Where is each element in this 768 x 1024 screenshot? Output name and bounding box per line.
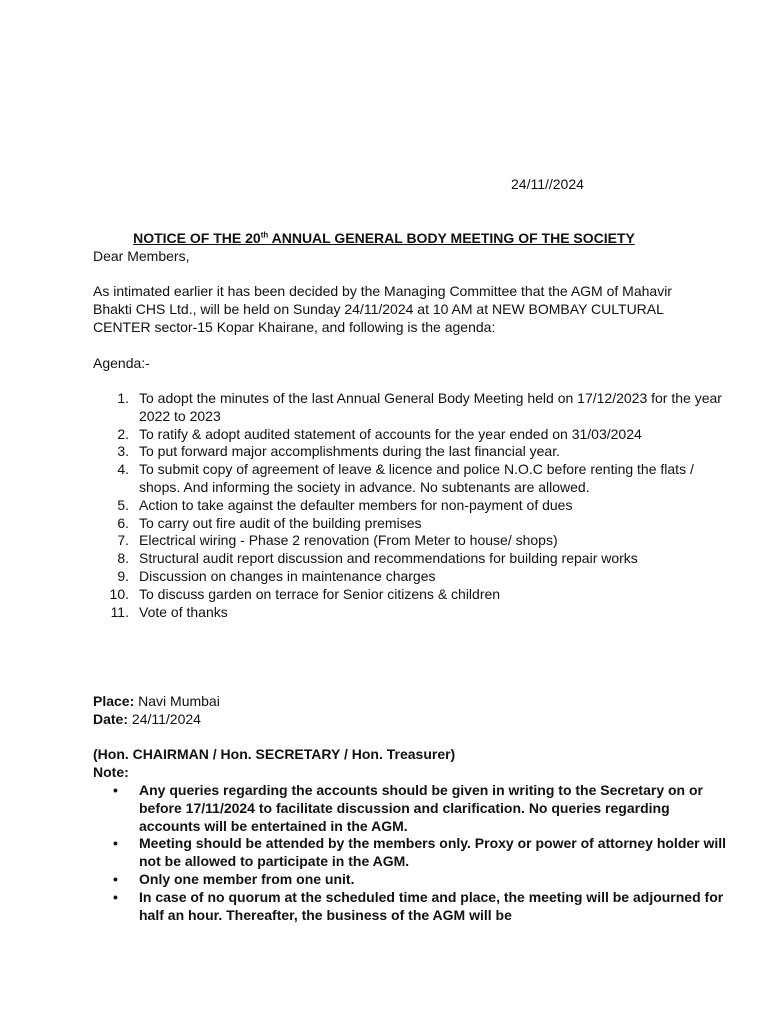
agenda-item-number: 10. — [109, 585, 129, 602]
agenda-item-text: To ratify & adopt audited statement of accounts for the year ended on 31/03/2024 — [139, 425, 642, 442]
agenda-item-number: 3. — [117, 443, 129, 460]
note-text: In case of no quorum at the scheduled time and place, the meeting will be adjourned for half an hour. Thereafter, the business of the AGM will be — [139, 888, 724, 923]
bullet-icon: • — [113, 782, 118, 798]
agenda-item-text: To discuss garden on terrace for Senior citizens & children — [139, 585, 501, 602]
agenda-item — [117, 461, 729, 497]
agenda-item — [117, 532, 729, 550]
agenda-item — [117, 550, 729, 568]
title-superscript: th — [260, 230, 269, 240]
greeting: Dear Members, — [93, 248, 190, 264]
agenda-item-number: 8. — [117, 550, 129, 567]
agenda-item-text: To submit copy of agreement of leave & licence and police N.O.C before renting the flats / shops. And informing the society in advance. No subtenants are allowed. — [139, 461, 694, 495]
bullet-icon: • — [113, 870, 118, 887]
agenda-item-text: Vote of thanks — [139, 603, 228, 620]
date-label: Date: — [93, 711, 129, 727]
title-suffix: ANNUAL GENERAL BODY MEETING OF THE SOCIETY — [268, 230, 635, 246]
agenda-item — [117, 496, 729, 515]
intro-paragraph: As intimated earlier it has been decided by the Managing Committee that the AGM of Mahavir Bhakti CHS Ltd., will be held on Sunday 24/11/2024 at 10 AM at NEW BOMBAY CULTURAL CENTER sector-15 Kopar Khairane, and following is the agenda: — [93, 283, 672, 335]
agenda-item-text: To adopt the minutes of the last Annual General Body Meeting held on 17/12/2023 for the year 2022 to 2023 — [139, 390, 722, 424]
notice-date: 24/11//2024 — [511, 176, 584, 192]
agenda-item-number: 9. — [117, 567, 129, 584]
agenda-item-text: Discussion on changes in maintenance charges — [139, 567, 436, 584]
place-value: Navi Mumbai — [134, 693, 220, 709]
agenda-item — [117, 514, 729, 533]
notice-title — [0, 230, 768, 248]
agenda-item-number: 2. — [117, 425, 129, 442]
agenda-item-text: Electrical wiring - Phase 2 renovation (From Meter to house/ shops) — [139, 532, 558, 549]
agenda-item-text: To carry out fire audit of the building premises — [139, 514, 422, 531]
agenda-item-text: Structural audit report discussion and recommendations for building repair works — [139, 550, 638, 567]
agenda-item — [110, 603, 729, 622]
agenda-item-number: 6. — [117, 514, 129, 531]
agenda-item — [117, 425, 729, 444]
agenda-item — [109, 585, 729, 604]
agenda-item-number: 11. — [110, 603, 129, 620]
note-text: Any queries regarding the accounts should be given in writing to the Secretary on or before 17/11/2024 to facilitate discussion and clarification. No queries regarding accounts will be entertained in the AGM. — [139, 782, 703, 834]
place-line — [93, 693, 693, 711]
date-line — [93, 711, 693, 729]
bullet-icon: • — [113, 835, 118, 852]
note-item — [113, 870, 729, 889]
bullet-icon: • — [113, 888, 118, 905]
notes-list — [93, 782, 729, 924]
signatories: (Hon. CHAIRMAN / Hon. SECRETARY / Hon. Treasurer) — [93, 746, 456, 762]
agenda-item-number: 5. — [117, 496, 129, 513]
agenda-item-text: Action to take against the defaulter members for non-payment of dues — [139, 496, 573, 513]
date-value: 24/11/2024 — [128, 711, 201, 727]
note-text: Only one member from one unit. — [139, 870, 355, 887]
note-item — [113, 835, 729, 871]
agenda-item — [117, 443, 729, 461]
title-prefix: NOTICE OF THE 20 — [133, 230, 261, 246]
agenda-item-number: 1. — [117, 390, 129, 406]
note-text: Meeting should be attended by the members only. Proxy or power of attorney holder will not be allowed to participate in the AGM. — [139, 835, 727, 870]
agenda-label: Agenda:- — [93, 355, 150, 371]
note-item — [113, 782, 729, 835]
agenda-item-number: 7. — [117, 532, 129, 549]
place-label: Place: — [93, 693, 135, 709]
agenda-list — [93, 390, 729, 621]
agenda-item — [117, 567, 729, 586]
agenda-item — [117, 390, 729, 426]
note-label: Note: — [93, 764, 129, 780]
agenda-item-number: 4. — [117, 461, 129, 478]
note-item — [113, 888, 729, 925]
agenda-item-text: To put forward major accomplishments during the last financial year. — [139, 443, 560, 460]
